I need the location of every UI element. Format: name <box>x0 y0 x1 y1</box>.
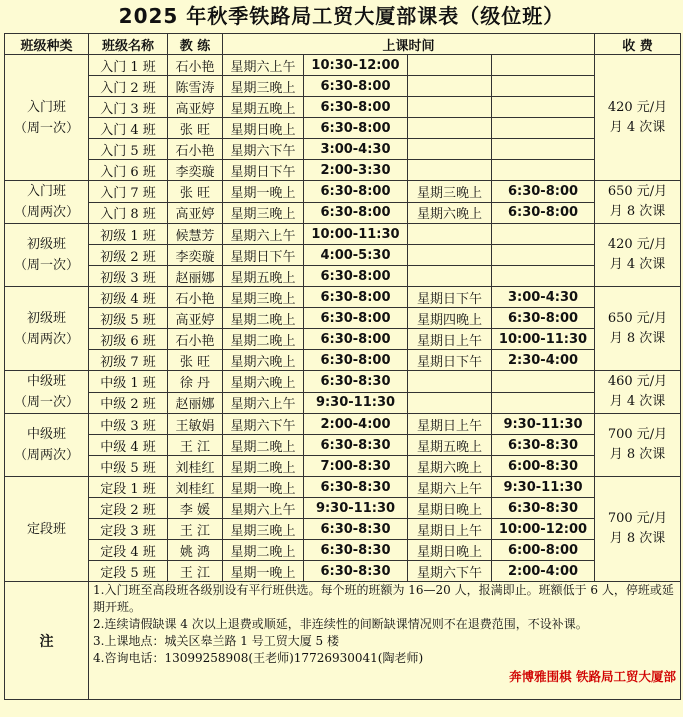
session2-time <box>492 245 595 266</box>
class-name: 初级 1 班 <box>89 224 168 245</box>
teacher-name: 高亚婷 <box>168 202 223 224</box>
fee-line: 650 元/月 <box>607 184 668 199</box>
session2-time: 9:30-11:30 <box>492 414 595 435</box>
teacher-name: 张 旺 <box>168 350 223 371</box>
teacher-name: 徐 丹 <box>168 371 223 393</box>
class-name: 定段 3 班 <box>89 519 168 540</box>
session1-day: 星期六晚上 <box>223 371 304 393</box>
class-category <box>5 414 89 477</box>
session1-time: 6:30-8:00 <box>304 118 408 139</box>
session2-day: 星期日下午 <box>408 350 492 371</box>
session2-time <box>492 55 595 76</box>
class-name: 定段 4 班 <box>89 540 168 561</box>
class-name: 初级 3 班 <box>89 266 168 287</box>
header-time: 上课时间 <box>223 34 595 55</box>
note-line: 2.连续请假缺课 4 次以上退费或顺延，非连续性的间断缺课情况则不在退费范围，不设补课。 <box>93 617 588 631</box>
class-category <box>5 55 89 181</box>
teacher-name: 王 江 <box>168 519 223 540</box>
note-line: 4.咨询电话：13099258908(王老师)17726930041(陶老师) <box>93 651 424 665</box>
category-line: 中级班 <box>26 374 66 389</box>
header-fee: 收 费 <box>595 34 681 55</box>
table-row <box>5 139 681 160</box>
session1-day: 星期二晚上 <box>223 540 304 561</box>
fee-line: 700 元/月 <box>607 511 668 526</box>
session2-time: 6:30-8:30 <box>492 498 595 519</box>
session2-time: 6:00-8:00 <box>492 540 595 561</box>
teacher-name: 候慧芳 <box>168 224 223 245</box>
teacher-name: 李 媛 <box>168 498 223 519</box>
session2-day <box>408 76 492 97</box>
session2-time <box>492 392 595 414</box>
session2-time <box>492 371 595 393</box>
notes-content <box>89 582 681 700</box>
table-row <box>5 498 681 519</box>
session1-time: 6:30-8:00 <box>304 308 408 329</box>
session1-time: 10:30-12:00 <box>304 55 408 76</box>
notes-row <box>5 582 681 700</box>
session2-day: 星期日晚上 <box>408 498 492 519</box>
schedule-body <box>5 55 681 582</box>
session1-day: 星期日下午 <box>223 160 304 181</box>
footer-brand: 奔博雅围棋 铁路局工贸大厦部 <box>509 669 677 684</box>
class-name: 中级 1 班 <box>89 371 168 393</box>
teacher-name: 王敏娟 <box>168 414 223 435</box>
session1-time: 6:30-8:00 <box>304 329 408 350</box>
session1-day: 星期一晚上 <box>223 181 304 203</box>
session2-time: 2:30-4:00 <box>492 350 595 371</box>
session1-time: 3:00-4:30 <box>304 139 408 160</box>
teacher-name: 赵丽娜 <box>168 266 223 287</box>
session2-time <box>492 160 595 181</box>
class-category <box>5 371 89 414</box>
session1-time: 6:30-8:00 <box>304 287 408 308</box>
session1-time: 6:30-8:30 <box>304 519 408 540</box>
session1-time: 4:00-5:30 <box>304 245 408 266</box>
fee-line: 460 元/月 <box>607 374 668 389</box>
session2-time: 3:00-4:30 <box>492 287 595 308</box>
fee-line: 420 元/月 <box>607 237 668 252</box>
class-name: 入门 4 班 <box>89 118 168 139</box>
class-category <box>5 224 89 287</box>
fee-line: 月 8 次课 <box>609 204 666 219</box>
session1-day: 星期六上午 <box>223 498 304 519</box>
session2-day <box>408 392 492 414</box>
session2-time <box>492 118 595 139</box>
session1-time: 6:30-8:00 <box>304 202 408 224</box>
class-fee <box>595 477 681 582</box>
session1-time: 2:00-3:30 <box>304 160 408 181</box>
session2-time: 6:30-8:00 <box>492 308 595 329</box>
session2-day <box>408 371 492 393</box>
session2-day: 星期六晚上 <box>408 456 492 477</box>
session2-day: 星期五晚上 <box>408 435 492 456</box>
session1-time: 6:30-8:30 <box>304 540 408 561</box>
teacher-name: 李奕璇 <box>168 245 223 266</box>
class-name: 初级 5 班 <box>89 308 168 329</box>
table-row <box>5 329 681 350</box>
class-name: 初级 4 班 <box>89 287 168 308</box>
table-row <box>5 456 681 477</box>
fee-line: 月 8 次课 <box>609 447 666 462</box>
session2-time <box>492 266 595 287</box>
fee-line: 月 8 次课 <box>609 330 666 346</box>
session1-time: 6:30-8:30 <box>304 477 408 498</box>
class-name: 中级 3 班 <box>89 414 168 435</box>
session1-time: 6:30-8:00 <box>304 181 408 203</box>
class-name: 定段 5 班 <box>89 561 168 582</box>
class-fee <box>595 181 681 224</box>
class-name: 初级 7 班 <box>89 350 168 371</box>
header-row <box>5 34 681 55</box>
table-row <box>5 435 681 456</box>
table-row <box>5 266 681 287</box>
session1-time: 10:00-11:30 <box>304 224 408 245</box>
session1-time: 6:30-8:00 <box>304 350 408 371</box>
class-name: 定段 1 班 <box>89 477 168 498</box>
class-category <box>5 477 89 582</box>
session1-time: 6:30-8:30 <box>304 371 408 393</box>
class-category <box>5 287 89 371</box>
session1-day: 星期三晚上 <box>223 202 304 224</box>
teacher-name: 刘桂红 <box>168 456 223 477</box>
table-row <box>5 477 681 498</box>
fee-line: 700 元/月 <box>607 427 668 442</box>
session2-time <box>492 224 595 245</box>
class-name: 定段 2 班 <box>89 498 168 519</box>
session1-day: 星期六上午 <box>223 392 304 414</box>
session1-day: 星期六下午 <box>223 139 304 160</box>
session1-day: 星期六上午 <box>223 224 304 245</box>
teacher-name: 石小艳 <box>168 329 223 350</box>
teacher-name: 姚 鸿 <box>168 540 223 561</box>
class-name: 中级 5 班 <box>89 456 168 477</box>
fee-line: 月 4 次课 <box>609 394 666 409</box>
session2-day: 星期四晚上 <box>408 308 492 329</box>
teacher-name: 高亚婷 <box>168 97 223 118</box>
class-fee <box>595 224 681 287</box>
session1-time: 6:30-8:00 <box>304 266 408 287</box>
category-line: （周一次） <box>13 395 79 410</box>
session1-time: 6:30-8:00 <box>304 76 408 97</box>
session1-time: 6:30-8:00 <box>304 97 408 118</box>
class-category <box>5 181 89 224</box>
table-row <box>5 392 681 414</box>
session1-day: 星期三晚上 <box>223 519 304 540</box>
header-category: 班级种类 <box>5 34 89 55</box>
page-title: 2025 年秋季铁路局工贸大厦部课表（级位班） <box>118 4 565 28</box>
teacher-name: 张 旺 <box>168 181 223 203</box>
session2-day <box>408 224 492 245</box>
session2-time: 9:30-11:30 <box>492 477 595 498</box>
header-class-name: 班级名称 <box>89 34 168 55</box>
fee-line: 650 元/月 <box>607 310 668 326</box>
table-row <box>5 308 681 329</box>
session1-day: 星期二晚上 <box>223 329 304 350</box>
table-row <box>5 350 681 371</box>
table-row <box>5 540 681 561</box>
notes-label: 注 <box>5 582 89 700</box>
session1-day: 星期五晚上 <box>223 97 304 118</box>
teacher-name: 王 江 <box>168 435 223 456</box>
class-name: 入门 2 班 <box>89 76 168 97</box>
table-row <box>5 224 681 245</box>
note-line: 1.入门班至高段班各级别设有平行班供选。每个班的班额为 16—20 人，报满即止。班额低于 6 人，停班或延期开班。 <box>93 583 674 614</box>
session1-time: 9:30-11:30 <box>304 498 408 519</box>
table-row <box>5 414 681 435</box>
class-name: 入门 7 班 <box>89 181 168 203</box>
class-name: 入门 1 班 <box>89 55 168 76</box>
session1-day: 星期二晚上 <box>223 456 304 477</box>
session2-day <box>408 160 492 181</box>
category-line: （周两次） <box>13 448 79 463</box>
fee-line: 月 8 次课 <box>609 531 666 546</box>
session1-day: 星期二晚上 <box>223 435 304 456</box>
category-line: 入门班 <box>26 99 66 115</box>
table-row <box>5 287 681 308</box>
session1-day: 星期六晚上 <box>223 350 304 371</box>
teacher-name: 张 旺 <box>168 118 223 139</box>
category-line: 初级班 <box>26 237 66 252</box>
teacher-name: 陈雪涛 <box>168 76 223 97</box>
table-row <box>5 371 681 393</box>
session1-day: 星期一晚上 <box>223 477 304 498</box>
table-row <box>5 118 681 139</box>
table-row <box>5 76 681 97</box>
session2-time <box>492 76 595 97</box>
session2-time: 6:00-8:30 <box>492 456 595 477</box>
session1-day: 星期日下午 <box>223 245 304 266</box>
session2-day <box>408 118 492 139</box>
teacher-name: 刘桂红 <box>168 477 223 498</box>
session1-day: 星期二晚上 <box>223 308 304 329</box>
teacher-name: 石小艳 <box>168 55 223 76</box>
session2-time: 6:30-8:00 <box>492 181 595 203</box>
class-name: 入门 5 班 <box>89 139 168 160</box>
session2-day: 星期六晚上 <box>408 202 492 224</box>
class-name: 入门 8 班 <box>89 202 168 224</box>
session1-day: 星期六上午 <box>223 55 304 76</box>
table-row <box>5 561 681 582</box>
session1-time: 6:30-8:30 <box>304 435 408 456</box>
session2-time: 2:00-4:00 <box>492 561 595 582</box>
class-name: 中级 4 班 <box>89 435 168 456</box>
session2-day: 星期日上午 <box>408 414 492 435</box>
class-name: 入门 3 班 <box>89 97 168 118</box>
session1-day: 星期五晚上 <box>223 266 304 287</box>
table-row <box>5 160 681 181</box>
class-name: 入门 6 班 <box>89 160 168 181</box>
session1-day: 星期三晚上 <box>223 76 304 97</box>
fee-line: 月 4 次课 <box>609 119 666 135</box>
class-name: 初级 6 班 <box>89 329 168 350</box>
fee-line: 月 4 次课 <box>609 257 666 272</box>
session1-time: 6:30-8:30 <box>304 561 408 582</box>
table-row <box>5 55 681 76</box>
class-name: 中级 2 班 <box>89 392 168 414</box>
session2-day <box>408 55 492 76</box>
session2-day <box>408 139 492 160</box>
table-row <box>5 519 681 540</box>
class-fee <box>595 55 681 181</box>
session2-day <box>408 97 492 118</box>
category-line: 初级班 <box>26 310 66 326</box>
session1-day: 星期六下午 <box>223 414 304 435</box>
session2-day: 星期六下午 <box>408 561 492 582</box>
session1-day: 星期三晚上 <box>223 287 304 308</box>
teacher-name: 石小艳 <box>168 287 223 308</box>
session2-time: 6:30-8:00 <box>492 202 595 224</box>
session2-day: 星期三晚上 <box>408 181 492 203</box>
session2-day <box>408 245 492 266</box>
session2-day <box>408 266 492 287</box>
session2-day: 星期日下午 <box>408 287 492 308</box>
teacher-name: 高亚婷 <box>168 308 223 329</box>
table-row <box>5 97 681 118</box>
table-row <box>5 245 681 266</box>
session2-day: 星期日晚上 <box>408 540 492 561</box>
class-fee <box>595 287 681 371</box>
session2-day: 星期日上午 <box>408 519 492 540</box>
teacher-name: 李奕璇 <box>168 160 223 181</box>
fee-line: 420 元/月 <box>607 99 668 115</box>
teacher-name: 石小艳 <box>168 139 223 160</box>
session2-day: 星期日上午 <box>408 329 492 350</box>
session1-time: 7:00-8:30 <box>304 456 408 477</box>
session1-day: 星期日晚上 <box>223 118 304 139</box>
category-line: （周一次） <box>13 258 79 273</box>
session2-time <box>492 97 595 118</box>
session2-time: 6:30-8:30 <box>492 435 595 456</box>
category-line: 定段班 <box>26 521 66 537</box>
category-line: 入门班 <box>26 184 66 199</box>
category-line: 中级班 <box>26 427 66 442</box>
note-line: 3.上课地点：城关区皋兰路 1 号工贸大厦 5 楼 <box>93 634 339 648</box>
session1-time: 9:30-11:30 <box>304 392 408 414</box>
category-line: （周一次） <box>13 120 79 136</box>
category-line: （周两次） <box>13 205 79 220</box>
class-name: 初级 2 班 <box>89 245 168 266</box>
schedule-table <box>4 33 681 700</box>
table-row <box>5 181 681 203</box>
session2-time: 10:00-12:00 <box>492 519 595 540</box>
session1-time: 2:00-4:00 <box>304 414 408 435</box>
class-fee <box>595 371 681 414</box>
session1-day: 星期一晚上 <box>223 561 304 582</box>
teacher-name: 王 江 <box>168 561 223 582</box>
session2-time <box>492 139 595 160</box>
teacher-name: 赵丽娜 <box>168 392 223 414</box>
session2-time: 10:00-11:30 <box>492 329 595 350</box>
session2-day: 星期六上午 <box>408 477 492 498</box>
table-row <box>5 202 681 224</box>
category-line: （周两次） <box>13 331 79 347</box>
header-teacher: 教 练 <box>168 34 223 55</box>
class-fee <box>595 414 681 477</box>
